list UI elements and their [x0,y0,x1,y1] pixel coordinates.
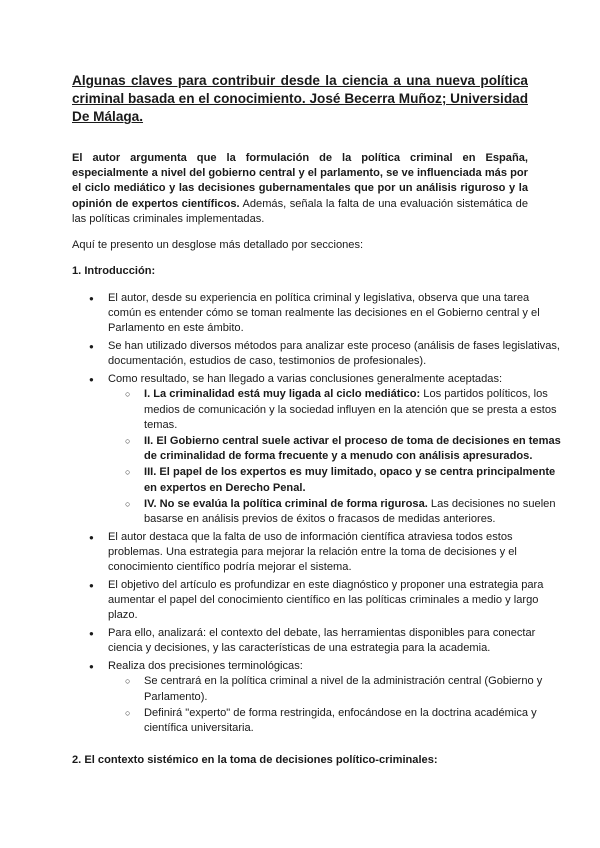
abstract-bold-text: El autor argumenta que la formulación de la política criminal en España, especialmente a nivel del gobierno central y el parlamento, se ve influenciada más por el ciclo mediático y las decisiones gubernamentales que por un análisis riguroso y la opinión de expertos científicos. [72,152,528,210]
conclusion-item [144,434,564,464]
conclusion-text: Las decisiones no suelen basarse en análisis previos de éxitos o fracasos de medidas anteriores. [144,497,556,526]
conclusion-bold: II. El Gobierno central suele activar el proceso de toma de decisiones en temas de criminalidad de forma frecuente y a menudo con análisis apresurados. [144,435,561,463]
abstract-normal-text: Además, señala la falta de una evaluación sistemática de las políticas criminales implementadas. [72,197,528,225]
list-item [108,372,564,527]
list-item [108,659,564,736]
conclusion-bold: IV. No se evalúa la política criminal de forma rigurosa. [144,497,428,510]
section1-heading: 1. Introducción: [72,265,156,277]
section1-list [72,291,564,739]
list-item-text: Realiza dos precisiones terminológicas: [108,660,303,673]
list-item-text: Como resultado, se han llegado a varias conclusiones generalmente aceptadas: [108,373,503,386]
list-item: ● El autor destaca que la falta de uso de información científica atraviesa todos estos problemas. Una estrategia para mejorar la relación entre la toma de decisiones y el conocimiento científico podría mejorar el sistema. [108,530,564,576]
abstract-paragraph [72,151,528,227]
precision-item: ○ Se centrará en la política criminal a nivel de la administración central (Gobierno y Parlamento). [144,674,564,704]
conclusion-item [144,465,564,495]
section2-heading: 2. El contexto sistémico en la toma de decisiones político-criminales: [72,754,438,766]
conclusions-list [108,387,564,527]
list-item: ● Para ello, analizará: el contexto del debate, las herramientas disponibles para conectar ciencia y decisiones, y las características de una estrategia para la academia. [108,626,564,656]
intro-line: Aquí te presento un desglose más detallado por secciones: [72,239,364,251]
list-item: ● El objetivo del artículo es profundizar en este diagnóstico y proponer una estrategia para aumentar el papel del conocimiento científico en las políticas criminales a medio y largo plazo. [108,578,564,624]
conclusion-item [144,387,564,433]
conclusion-bold: I. La criminalidad está muy ligada al ciclo mediático: [144,388,421,401]
precisions-list [108,674,564,736]
precision-item: ○ Definirá "experto" de forma restringida, enfocándose en la doctrina académica y científica universitaria. [144,706,564,736]
document-title: Algunas claves para contribuir desde la ciencia a una nueva política criminal basada en el conocimiento. José Becerra Muñoz; Universidad De Málaga. [72,73,528,125]
list-item: ● Se han utilizado diversos métodos para analizar este proceso (análisis de fases legislativas, documentación, estudios de caso, testimonios de profesionales). [108,339,564,369]
list-item: ● El autor, desde su experiencia en política criminal y legislativa, observa que una tarea común es entender cómo se toman realmente las decisiones en el Gobierno central y el Parlamento en este ámbito. [108,291,564,337]
conclusion-item [144,497,564,527]
conclusion-bold: III. El papel de los expertos es muy limitado, opaco y se centra principalmente en expertos en Derecho Penal. [144,466,556,494]
conclusion-text: Los partidos políticos, los medios de comunicación y la sociedad influyen en la atención que se presta a estos temas. [144,388,557,431]
